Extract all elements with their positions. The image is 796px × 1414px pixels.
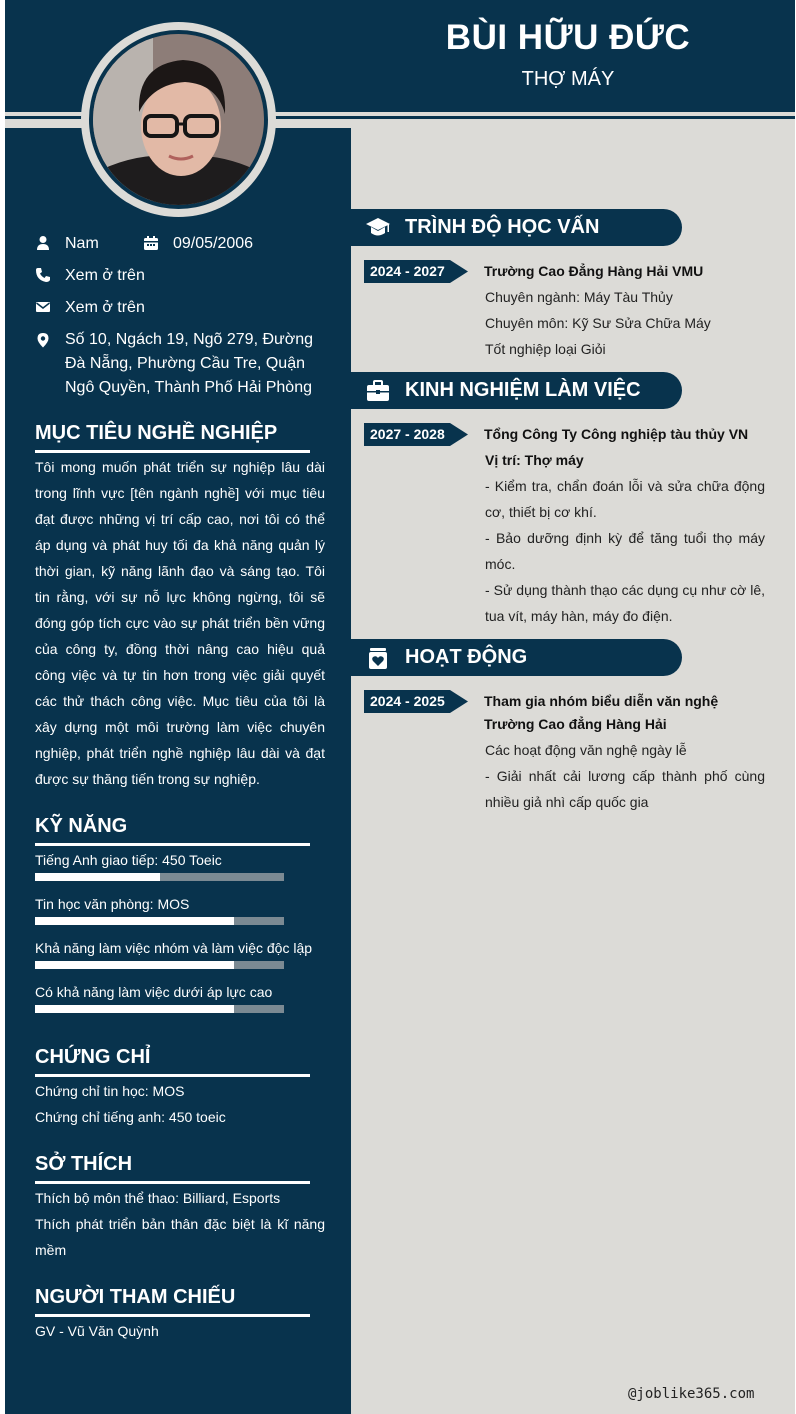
experience-line: - Kiểm tra, chẩn đoán lỗi và sửa chữa động cơ, thiết bị cơ khí. <box>485 478 765 520</box>
graduation-cap-icon <box>365 215 391 241</box>
contact-phone: Xem ở trên <box>65 267 145 284</box>
experience-line: - Bảo dưỡng định kỳ để tăng tuổi thọ máy móc. <box>485 530 765 572</box>
education-date-tag <box>364 260 468 283</box>
hobbies-title: SỞ THÍCH <box>35 1153 133 1175</box>
avatar-portrait-icon <box>93 34 264 205</box>
objective-text: Tôi mong muốn phát triển sự nghiệp lâu dài trong lĩnh vực [tên ngành nghề] với mục tiêu đạt được những vị trí cấp cao, nơi tôi có thể áp dụng và phát huy tối đa khả năng quản lý thời gian, kỹ năng lãnh đạo và sáng tạo. Tôi tin rằng, với sự nỗ lực không ngừng, tôi sẽ đóng góp tích cực vào sự phát triển bền vững của công ty, đồng thời nâng cao hiệu quả công việc và tự tin hơn trong việc giải quyết các thử thách công việc. Mục tiêu của tôi là xây dựng một môi trường làm việc chuyên nghiệp, phát triển nghề nghiệp lâu dài và đạt được sự thăng tiến trong sự nghiệp. <box>35 459 325 787</box>
education-line: Chuyên ngành: Máy Tàu Thủy <box>485 289 673 305</box>
skill-fill <box>35 873 160 881</box>
experience-position: Vị trí: Thợ máy <box>485 452 584 468</box>
heart-badge-icon <box>365 645 391 671</box>
references-underline <box>35 1314 310 1317</box>
activities-header <box>351 639 682 676</box>
education-line: Chuyên môn: Kỹ Sư Sửa Chữa Máy <box>485 315 711 331</box>
candidate-job-title: THỢ MÁY <box>521 68 615 90</box>
certificate-item: Chứng chỉ tiếng anh: 450 toeic <box>35 1109 226 1125</box>
skills-title: KỸ NĂNG <box>35 815 128 837</box>
reference-item: GV - Vũ Văn Quỳnh <box>35 1323 159 1339</box>
email-icon <box>35 299 51 315</box>
education-line: Tốt nghiệp loại Giỏi <box>485 341 606 357</box>
skill-fill <box>35 961 234 969</box>
skill-label: Tiếng Anh giao tiếp: 450 Toeic <box>35 852 222 868</box>
objective-underline <box>35 450 310 453</box>
experience-line: - Sử dụng thành thạo các dụng cụ như cờ lê, tua vít, máy hàn, máy đo điện. <box>485 582 765 624</box>
education-header <box>351 209 682 246</box>
skill-bar <box>35 917 284 925</box>
hobby-item: Thích phát triển bản thân đặc biệt là kĩ năng mềm <box>35 1216 325 1258</box>
education-date: 2024 - 2027 <box>370 263 445 279</box>
skill-fill <box>35 917 234 925</box>
hobbies-underline <box>35 1181 310 1184</box>
contact-address: Số 10, Ngách 19, Ngõ 279, Đường Đà Nẵng, Phường Cầu Tre, Quận Ngô Quyền, Thành Phố Hải Phòng <box>65 331 314 396</box>
user-icon <box>35 235 51 251</box>
contact-email: Xem ở trên <box>65 299 145 316</box>
contact-gender: Nam <box>65 235 99 252</box>
skill-label: Khả năng làm việc nhóm và làm việc độc lập <box>35 940 313 956</box>
certificates-title: CHỨNG CHỈ <box>35 1046 151 1068</box>
skills-underline <box>35 843 310 846</box>
certificate-item: Chứng chỉ tin học: MOS <box>35 1083 185 1099</box>
avatar <box>93 34 264 205</box>
calendar-icon <box>143 235 159 251</box>
experience-title: KINH NGHIỆM LÀM VIỆC <box>405 379 641 401</box>
activities-date: 2024 - 2025 <box>370 693 445 709</box>
activities-date-tag <box>364 690 468 713</box>
phone-icon <box>35 267 51 283</box>
experience-date-tag <box>364 423 468 446</box>
contact-birthday: 09/05/2006 <box>173 235 254 252</box>
certificates-underline <box>35 1074 310 1077</box>
activities-line: - Giải nhất cải lương cấp thành phố cùng nhiều giả nhì cấp quốc gia <box>485 768 765 810</box>
references-title: NGƯỜI THAM CHIẾU <box>35 1286 236 1308</box>
activities-name: Tham gia nhóm biểu diễn văn nghệ Trường Cao đẳng Hàng Hải <box>484 693 719 732</box>
activities-title: HOẠT ĐỘNG <box>405 646 528 668</box>
skill-bar <box>35 961 284 969</box>
skill-bar <box>35 1005 284 1013</box>
candidate-name: BÙI HỮU ĐỨC <box>445 18 691 57</box>
hobby-item: Thích bộ môn thể thao: Billiard, Esports <box>35 1190 281 1206</box>
skill-fill <box>35 1005 234 1013</box>
skill-label: Tin học văn phòng: MOS <box>35 896 190 912</box>
objective-title: MỤC TIÊU NGHỀ NGHIỆP <box>35 422 278 444</box>
experience-header <box>351 372 682 409</box>
skill-label: Có khả năng làm việc dưới áp lực cao <box>35 984 273 1000</box>
location-pin-icon <box>35 332 51 348</box>
skill-bar <box>35 873 284 881</box>
activities-line: Các hoạt động văn nghệ ngày lễ <box>485 742 687 758</box>
briefcase-icon <box>365 378 391 404</box>
experience-date: 2027 - 2028 <box>370 426 445 442</box>
watermark: @joblike365.com <box>628 1386 755 1402</box>
education-title: TRÌNH ĐỘ HỌC VẤN <box>405 216 600 238</box>
experience-company: Tổng Công Ty Công nghiệp tàu thủy VN <box>484 426 749 442</box>
education-school: Trường Cao Đẳng Hàng Hải VMU <box>484 263 704 279</box>
cv-page <box>5 0 795 1414</box>
